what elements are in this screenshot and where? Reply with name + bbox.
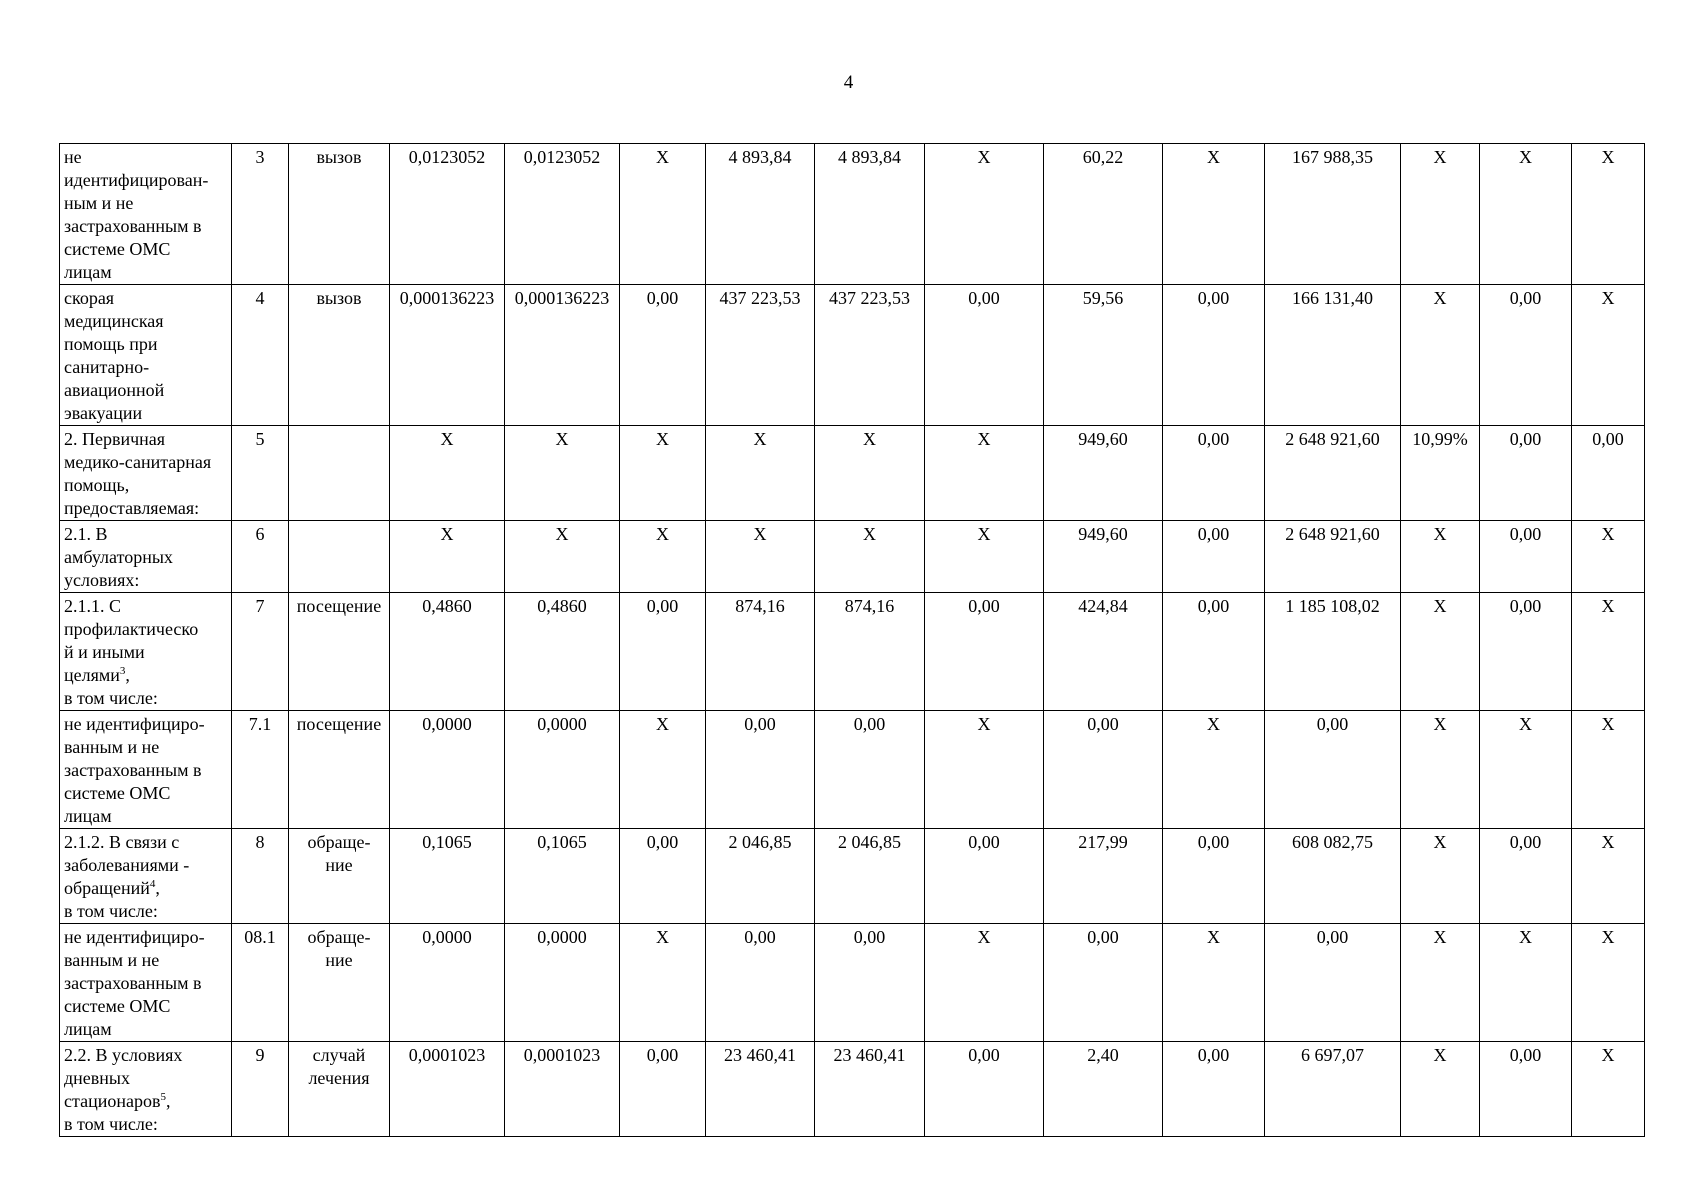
- table-cell-col-14: Х: [1480, 144, 1572, 285]
- table-cell-col-7: 437 223,53: [706, 285, 815, 426]
- table-cell-col-14: 0,00: [1480, 426, 1572, 521]
- table-row: [60, 1042, 1645, 1137]
- table-cell-col-11: Х: [1163, 144, 1265, 285]
- table-body: [60, 144, 1645, 1137]
- table-cell-col-8: 23 460,41: [815, 1042, 925, 1137]
- row-name-line: системе ОМС: [64, 783, 171, 803]
- row-name-line: в том числе:: [64, 901, 158, 921]
- table-cell-col-5: 0,1065: [505, 829, 620, 924]
- row-name-line: медико-санитарная: [64, 452, 212, 472]
- table-cell-col-7: Х: [706, 521, 815, 593]
- table-cell-col-4: 0,0000: [390, 924, 505, 1042]
- table-cell-col-6: 0,00: [620, 829, 706, 924]
- table-row: [60, 285, 1645, 426]
- table-cell-col-9: Х: [925, 144, 1044, 285]
- table-cell-col-2: 7.1: [232, 711, 289, 829]
- table-cell-col-2: 6: [232, 521, 289, 593]
- table-cell-col-7: 23 460,41: [706, 1042, 815, 1137]
- row-name-line: предоставляемая:: [64, 498, 200, 518]
- table-cell-col-12: 1 185 108,02: [1265, 593, 1401, 711]
- table-cell-col-11: Х: [1163, 924, 1265, 1042]
- row-name-line: застрахованным в: [64, 216, 202, 236]
- table-cell-col-3: [289, 426, 390, 521]
- row-name-line: ванным и не: [64, 950, 160, 970]
- table-cell-col-11: 0,00: [1163, 426, 1265, 521]
- row-name-line: лицам: [64, 806, 112, 826]
- table-cell-col-2: 3: [232, 144, 289, 285]
- table-cell-col-13: Х: [1401, 711, 1480, 829]
- table-cell-col-8: 874,16: [815, 593, 925, 711]
- table-cell-col-10: 949,60: [1044, 426, 1163, 521]
- table-cell-col-2: 08.1: [232, 924, 289, 1042]
- row-name-line: дневных: [64, 1068, 131, 1088]
- row-name-line: целями: [64, 665, 120, 685]
- row-name-line: застрахованным в: [64, 973, 202, 993]
- row-name-line: ,: [155, 878, 160, 898]
- table-cell-col-5: 0,0123052: [505, 144, 620, 285]
- table-cell-col-6: 0,00: [620, 285, 706, 426]
- row-name-line: 2.2. В условиях: [64, 1045, 183, 1065]
- row-name-line: обращений: [64, 878, 150, 898]
- table-cell-col-14: Х: [1480, 711, 1572, 829]
- table-cell-col-9: Х: [925, 426, 1044, 521]
- table-cell-col-4: 0,1065: [390, 829, 505, 924]
- table-row: [60, 711, 1645, 829]
- table-cell-col-12: 2 648 921,60: [1265, 426, 1401, 521]
- table-cell-col-10: 59,56: [1044, 285, 1163, 426]
- row-name-line: 2. Первичная: [64, 429, 166, 449]
- table-cell-col-3: обраще- ние: [289, 829, 390, 924]
- table-row: [60, 521, 1645, 593]
- table-cell-col-12: 0,00: [1265, 924, 1401, 1042]
- table-cell-col-13: Х: [1401, 924, 1480, 1042]
- row-name-line: й и иными: [64, 642, 145, 662]
- row-name-line: застрахованным в: [64, 760, 202, 780]
- table-cell-col-5: 0,0000: [505, 711, 620, 829]
- table-cell-col-2: 7: [232, 593, 289, 711]
- table-cell-col-11: 0,00: [1163, 829, 1265, 924]
- table-cell-col-3: случай лечения: [289, 1042, 390, 1137]
- table-cell-col-6: 0,00: [620, 593, 706, 711]
- table-cell-col-10: 0,00: [1044, 924, 1163, 1042]
- table-cell-col-9: Х: [925, 711, 1044, 829]
- table-cell-col-14: 0,00: [1480, 521, 1572, 593]
- row-name-line: профилактическо: [64, 619, 199, 639]
- table-cell-col-14: Х: [1480, 924, 1572, 1042]
- table-cell-col-13: Х: [1401, 593, 1480, 711]
- table-cell-col-12: 2 648 921,60: [1265, 521, 1401, 593]
- table-cell-col-8: 437 223,53: [815, 285, 925, 426]
- row-name-cell: [60, 711, 232, 829]
- table-cell-col-5: 0,4860: [505, 593, 620, 711]
- row-name-cell: [60, 521, 232, 593]
- table-cell-col-4: Х: [390, 426, 505, 521]
- row-name-line: санитарно-: [64, 357, 150, 377]
- table-cell-col-6: Х: [620, 924, 706, 1042]
- table-cell-col-3: обраще- ние: [289, 924, 390, 1042]
- row-name-line: эвакуации: [64, 403, 143, 423]
- row-name-line: помощь при: [64, 334, 158, 354]
- table-cell-col-11: Х: [1163, 711, 1265, 829]
- table-cell-col-8: 4 893,84: [815, 144, 925, 285]
- table-cell-col-4: 0,4860: [390, 593, 505, 711]
- table-cell-col-15: Х: [1572, 593, 1645, 711]
- row-name-line: не идентифициро-: [64, 714, 205, 734]
- table-cell-col-7: 874,16: [706, 593, 815, 711]
- table-cell-col-2: 9: [232, 1042, 289, 1137]
- table-cell-col-13: Х: [1401, 144, 1480, 285]
- row-name-line: авиационной: [64, 380, 165, 400]
- table-cell-col-4: 0,0000: [390, 711, 505, 829]
- table-row: [60, 426, 1645, 521]
- table-cell-col-2: 4: [232, 285, 289, 426]
- table-cell-col-7: 0,00: [706, 711, 815, 829]
- row-name-line: ным и не: [64, 193, 134, 213]
- table-cell-col-12: 608 082,75: [1265, 829, 1401, 924]
- table-cell-col-15: Х: [1572, 1042, 1645, 1137]
- table-cell-col-7: 0,00: [706, 924, 815, 1042]
- table-cell-col-11: 0,00: [1163, 521, 1265, 593]
- table-cell-col-3: посещение: [289, 711, 390, 829]
- table-cell-col-4: 0,000136223: [390, 285, 505, 426]
- table-cell-col-15: Х: [1572, 924, 1645, 1042]
- table-cell-col-8: 2 046,85: [815, 829, 925, 924]
- table-cell-col-15: Х: [1572, 144, 1645, 285]
- table-cell-col-9: 0,00: [925, 285, 1044, 426]
- table-cell-col-10: 2,40: [1044, 1042, 1163, 1137]
- row-name-line: 2.1.1. С: [64, 596, 122, 616]
- table-cell-col-11: 0,00: [1163, 593, 1265, 711]
- table-cell-col-5: 0,000136223: [505, 285, 620, 426]
- row-name-line: идентифицирован-: [64, 170, 209, 190]
- table-cell-col-7: 4 893,84: [706, 144, 815, 285]
- row-name-line: амбулаторных: [64, 547, 173, 567]
- table-cell-col-15: Х: [1572, 711, 1645, 829]
- row-name-line: медицинская: [64, 311, 164, 331]
- table-cell-col-2: 8: [232, 829, 289, 924]
- table-cell-col-3: посещение: [289, 593, 390, 711]
- table-cell-col-3: вызов: [289, 285, 390, 426]
- table-cell-col-3: [289, 521, 390, 593]
- table-cell-col-4: 0,0123052: [390, 144, 505, 285]
- table-cell-col-9: 0,00: [925, 829, 1044, 924]
- table-cell-col-4: Х: [390, 521, 505, 593]
- row-name-line: лицам: [64, 1019, 112, 1039]
- financing-table: [59, 143, 1645, 1137]
- row-name-cell: [60, 1042, 232, 1137]
- page-number: 4: [843, 72, 854, 93]
- row-name-line: ванным и не: [64, 737, 160, 757]
- table-cell-col-6: 0,00: [620, 1042, 706, 1137]
- table-cell-col-13: Х: [1401, 285, 1480, 426]
- table-cell-col-8: 0,00: [815, 711, 925, 829]
- row-name-line: в том числе:: [64, 1114, 158, 1134]
- table-row: [60, 593, 1645, 711]
- table-cell-col-14: 0,00: [1480, 1042, 1572, 1137]
- table-row: [60, 924, 1645, 1042]
- table-cell-col-9: Х: [925, 924, 1044, 1042]
- table-cell-col-6: Х: [620, 521, 706, 593]
- row-name-cell: [60, 829, 232, 924]
- table-cell-col-12: 166 131,40: [1265, 285, 1401, 426]
- table-cell-col-13: 10,99%: [1401, 426, 1480, 521]
- row-name-line: помощь,: [64, 475, 130, 495]
- table-cell-col-15: Х: [1572, 829, 1645, 924]
- footnote-mark: 3: [119, 665, 126, 677]
- table-cell-col-10: 60,22: [1044, 144, 1163, 285]
- table-cell-col-7: Х: [706, 426, 815, 521]
- table-cell-col-13: Х: [1401, 829, 1480, 924]
- table-cell-col-14: 0,00: [1480, 593, 1572, 711]
- table-cell-col-6: Х: [620, 144, 706, 285]
- table-cell-col-6: Х: [620, 711, 706, 829]
- table-cell-col-14: 0,00: [1480, 285, 1572, 426]
- table-cell-col-10: 217,99: [1044, 829, 1163, 924]
- table-cell-col-9: 0,00: [925, 1042, 1044, 1137]
- row-name-line: скорая: [64, 288, 115, 308]
- table-cell-col-10: 949,60: [1044, 521, 1163, 593]
- row-name-line: условиях:: [64, 570, 140, 590]
- row-name-line: системе ОМС: [64, 996, 171, 1016]
- row-name-line: 2.1.2. В связи с: [64, 832, 180, 852]
- row-name-cell: [60, 924, 232, 1042]
- table-cell-col-12: 6 697,07: [1265, 1042, 1401, 1137]
- table-cell-col-7: 2 046,85: [706, 829, 815, 924]
- table-row: [60, 829, 1645, 924]
- row-name-cell: [60, 144, 232, 285]
- row-name-line: лицам: [64, 262, 112, 282]
- table-cell-col-15: 0,00: [1572, 426, 1645, 521]
- table-cell-col-3: вызов: [289, 144, 390, 285]
- row-name-line: не идентифициро-: [64, 927, 205, 947]
- footnote-mark: 4: [149, 878, 156, 890]
- row-name-line: стационаров: [64, 1091, 161, 1111]
- row-name-line: системе ОМС: [64, 239, 171, 259]
- table-cell-col-5: Х: [505, 426, 620, 521]
- footnote-mark: 5: [160, 1091, 166, 1103]
- table-cell-col-10: 424,84: [1044, 593, 1163, 711]
- row-name-cell: [60, 593, 232, 711]
- row-name-line: в том числе:: [64, 688, 158, 708]
- row-name-cell: [60, 426, 232, 521]
- table-cell-col-9: Х: [925, 521, 1044, 593]
- row-name-line: ,: [165, 1091, 171, 1111]
- table-cell-col-15: Х: [1572, 521, 1645, 593]
- table-cell-col-15: Х: [1572, 285, 1645, 426]
- table-cell-col-13: Х: [1401, 521, 1480, 593]
- row-name-cell: [60, 285, 232, 426]
- table-cell-col-2: 5: [232, 426, 289, 521]
- table-cell-col-8: Х: [815, 521, 925, 593]
- table-cell-col-11: 0,00: [1163, 285, 1265, 426]
- table-cell-col-6: Х: [620, 426, 706, 521]
- row-name-line: заболеваниями -: [64, 855, 190, 875]
- row-name-line: 2.1. В: [64, 524, 108, 544]
- table-cell-col-12: 0,00: [1265, 711, 1401, 829]
- table-cell-col-8: Х: [815, 426, 925, 521]
- table-cell-col-5: 0,0000: [505, 924, 620, 1042]
- table-cell-col-13: Х: [1401, 1042, 1480, 1137]
- table-cell-col-10: 0,00: [1044, 711, 1163, 829]
- row-name-line: ,: [125, 665, 130, 685]
- table-cell-col-8: 0,00: [815, 924, 925, 1042]
- table-cell-col-11: 0,00: [1163, 1042, 1265, 1137]
- table-cell-col-12: 167 988,35: [1265, 144, 1401, 285]
- table-cell-col-5: Х: [505, 521, 620, 593]
- table-cell-col-4: 0,0001023: [390, 1042, 505, 1137]
- table-cell-col-9: 0,00: [925, 593, 1044, 711]
- table-row: [60, 144, 1645, 285]
- table-cell-col-14: 0,00: [1480, 829, 1572, 924]
- table-cell-col-5: 0,0001023: [505, 1042, 620, 1137]
- row-name-line: не: [64, 147, 82, 167]
